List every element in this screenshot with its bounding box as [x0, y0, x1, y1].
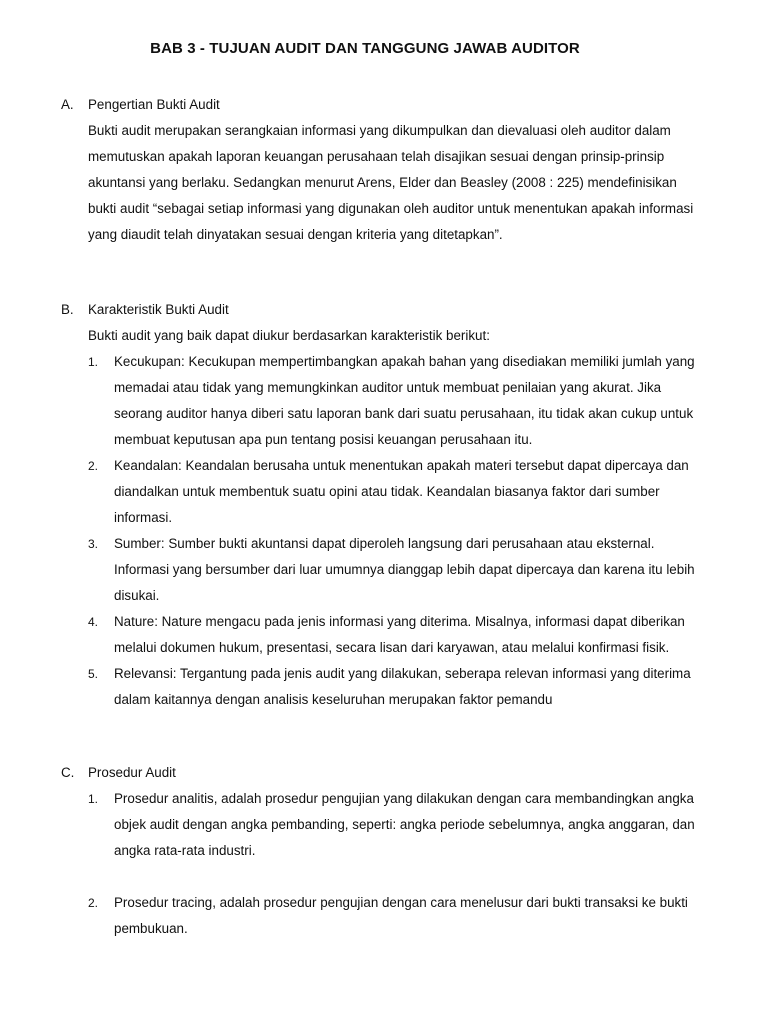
item-text: Prosedur tracing, adalah prosedur pengujian dengan cara menelusur dari bukti transaksi ke bukti pembukuan.: [114, 895, 688, 936]
section-title: Prosedur Audit: [88, 765, 176, 780]
item-text: Kecukupan: Kecukupan mempertimbangkan apakah bahan yang disediakan memiliki jumlah yang memadai atau tidak yang memungkinkan auditor untuk membuat penilaian yang akurat. Jika seorang auditor hanya diberi satu laporan bank dari suatu perusahaan, itu tidak akan cukup untuk membuat keputusan apa pun tentang posisi keuangan perusahaan itu.: [114, 354, 695, 447]
item-text: Prosedur analitis, adalah prosedur pengujian yang dilakukan dengan cara membandingkan angka objek audit dengan angka pembanding, seperti: angka periode sebelumnya, angka anggaran, dan angka rata-rata industri.: [114, 791, 695, 858]
item-text: Keandalan: Keandalan berusaha untuk menentukan apakah materi tersebut dapat dipercaya dan diandalkan untuk membentuk suatu opini atau tidak. Keandalan biasanya faktor dari sumber informasi.: [114, 458, 689, 525]
list-item: [0, 890, 768, 942]
item-number: 3.: [88, 537, 99, 551]
document-title: BAB 3 - TUJUAN AUDIT DAN TANGGUNG JAWAB AUDITOR: [150, 40, 580, 57]
section-b-heading: [0, 297, 768, 323]
section-letter: C.: [61, 765, 75, 780]
section-a-paragraph: Bukti audit merupakan serangkaian informasi yang dikumpulkan dan dievaluasi oleh auditor dalam memutuskan apakah laporan keuangan perusahaan telah disajikan sesuai dengan prinsip-prinsip akuntansi yang berlaku. Sedangkan menurut Arens, Elder dan Beasley (2008 : 225) mendefinisikan bukti audit “sebagai setiap informasi yang digunakan oleh auditor untuk menentukan apakah informasi yang diaudit telah dinyatakan sesuai dengan kriteria yang ditetapkan”.: [88, 123, 694, 242]
item-number: 4.: [88, 615, 99, 629]
item-number: 2.: [88, 459, 99, 473]
item-number: 1.: [88, 355, 99, 369]
list-item: [0, 661, 768, 713]
item-text: Nature: Nature mengacu pada jenis informasi yang diterima. Misalnya, informasi dapat diberikan melalui dokumen hukum, presentasi, secara lisan dari karyawan, atau melalui konfirmasi fisik.: [114, 614, 685, 655]
section-a-heading: [0, 92, 768, 118]
section-c-heading: [0, 760, 768, 786]
section-c: [0, 760, 768, 942]
item-text: Sumber: Sumber bukti akuntansi dapat diperoleh langsung dari perusahaan atau eksternal. Informasi yang bersumber dari luar umumnya dianggap lebih dapat dipercaya dan karena itu lebih disukai.: [114, 536, 695, 603]
list-spacer: [0, 864, 768, 890]
section-b-lead: Bukti audit yang baik dapat diukur berdasarkan karakteristik berikut:: [88, 328, 490, 343]
section-letter: A.: [61, 97, 74, 112]
section-b: [0, 297, 768, 713]
list-item: [0, 531, 768, 609]
section-title: Pengertian Bukti Audit: [88, 97, 220, 112]
item-number: 5.: [88, 667, 99, 681]
section-a: [0, 92, 768, 248]
characteristics-list: [0, 349, 768, 713]
list-item: [0, 453, 768, 531]
item-text: Relevansi: Tergantung pada jenis audit yang dilakukan, seberapa relevan informasi yang diterima dalam kaitannya dengan analisis keseluruhan merupakan faktor pemandu: [114, 666, 691, 707]
item-number: 2.: [88, 896, 99, 910]
procedures-list: [0, 786, 768, 942]
list-item: [0, 609, 768, 661]
item-number: 1.: [88, 792, 99, 806]
section-title: Karakteristik Bukti Audit: [88, 302, 229, 317]
list-item: [0, 786, 768, 864]
list-item: [0, 349, 768, 453]
section-letter: B.: [61, 302, 74, 317]
